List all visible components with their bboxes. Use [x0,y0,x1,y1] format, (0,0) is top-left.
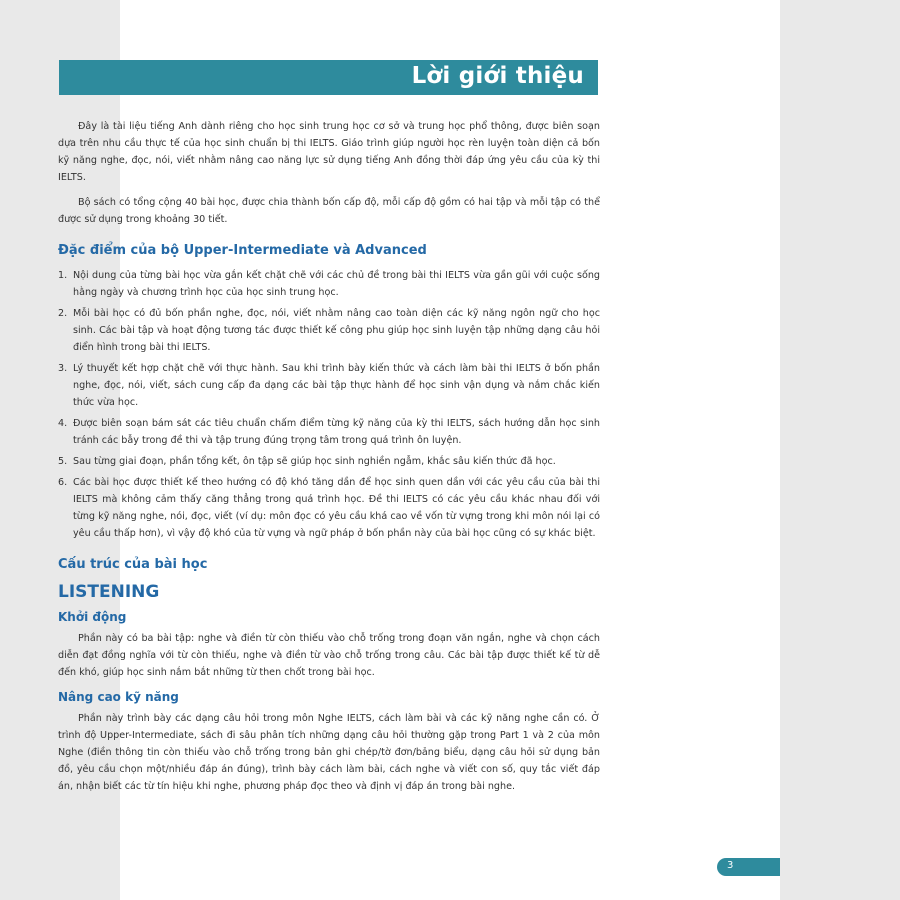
content [58,118,600,803]
list-item-number: 4. [58,418,68,429]
list-item [58,360,600,411]
list-item [58,267,600,301]
list-item-text: Lý thuyết kết hợp chặt chẽ với thực hành. Sau khi trình bày kiến thức và cách làm bài thi IELTS ở bốn phần nghe, đọc, nói, viết, sách cung cấp đa dạng các bài tập thực hành để học sinh vận dụng và nắm chắc kiến thức vừa học. [73,363,600,408]
list-item-number: 5. [58,456,68,467]
skills-paragraph: Phần này trình bày các dạng câu hỏi trong môn Nghe IELTS, cách làm bài và các kỹ năng nghe cần có. Ở trình độ Upper-Intermediate, sách đi sâu phân tích những dạng câu hỏi thường gặp trong Part 1 và 2 của môn Nghe (điền thông tin còn thiếu vào chỗ trống trong bản ghi chép/tờ đơn/bảng biểu, dạng câu hỏi sử dụng bản đồ, yêu cầu chọn một/nhiều đáp án đúng), trình bày cách làm bài, cách nghe và viết con số, quy tắc viết đáp án, nhận biết các từ tín hiệu khi nghe, phương pháp đọc theo và định vị đáp án trong bài nghe. [58,713,600,792]
list-item [58,305,600,356]
list-item-text: Các bài học được thiết kế theo hướng có độ khó tăng dần để học sinh quen dần với các yêu cầu của bài thi IELTS mà không cảm thấy căng thẳng trong quá trình học. Đề thi IELTS có các yêu cầu khác nhau đối với từng kỹ năng nghe, nói, đọc, viết (ví dụ: môn đọc có yêu cầu khá cao về vốn từ vựng trong khi môn nói lại có yêu cầu thấp hơn), vì vậy độ khó của từ vựng và ngữ pháp ở bốn phần này của bài học cũng có sự khác biệt. [73,477,600,539]
list-item [58,453,600,470]
list-item-number: 6. [58,477,68,488]
list-item [58,474,600,542]
features-heading: Đặc điểm của bộ Upper-Intermediate và Advanced [58,243,427,258]
list-item-text: Sau từng giai đoạn, phần tổng kết, ôn tập sẽ giúp học sinh nghiền ngẫm, khắc sâu kiến thức đã học. [73,456,556,467]
list-item [58,415,600,449]
list-item-text: Mỗi bài học có đủ bốn phần nghe, đọc, nói, viết nhằm nâng cao toàn diện các kỹ năng ngôn ngữ cho học sinh. Các bài tập và hoạt động tương tác được thiết kế công phu giúp học sinh luyện tập những dạng câu hỏi điển hình trong bài thi IELTS. [73,308,600,353]
list-item-number: 3. [58,363,68,374]
list-item-number: 2. [58,308,68,319]
list-item-text: Nội dung của từng bài học vừa gắn kết chặt chẽ với các chủ đề trong bài thi IELTS vừa gần gũi với cuộc sống hằng ngày và chương trình học của học sinh trung học. [73,270,600,298]
list-item-text: Được biên soạn bám sát các tiêu chuẩn chấm điểm từng kỹ năng của kỳ thi IELTS, sách hướng dẫn học sinh tránh các bẫy trong đề thi và tập trung đúng trọng tâm trong quá trình ôn luyện. [73,418,600,446]
features-list [58,267,600,542]
listening-title: LISTENING [58,582,160,602]
page-number-tab [717,858,780,876]
intro-paragraph-2: Bộ sách có tổng cộng 40 bài học, được chia thành bốn cấp độ, mỗi cấp độ gồm có hai tập và mỗi tập có thể được sử dụng trong khoảng 30 tiết. [58,197,600,225]
page-title: Lời giới thiệu [411,63,584,89]
warmup-heading: Khởi động [58,610,127,624]
intro-paragraph-1: Đây là tài liệu tiếng Anh dành riêng cho học sinh trung học cơ sở và trung học phổ thông, được biên soạn dựa trên nhu cầu thực tế của học sinh chuẩn bị thi IELTS. Giáo trình giúp người học rèn luyện toàn diện cả bốn kỹ năng nghe, đọc, nói, viết nhằm nâng cao năng lực sử dụng tiếng Anh đồng thời đáp ứng yêu cầu của kỳ thi IELTS. [58,121,600,183]
skills-heading: Nâng cao kỹ năng [58,690,179,704]
structure-heading: Cấu trúc của bài học [58,557,208,572]
title-banner [59,60,598,95]
warmup-paragraph: Phần này có ba bài tập: nghe và điền từ còn thiếu vào chỗ trống trong đoạn văn ngắn, nghe và chọn cách diễn đạt đồng nghĩa với từ còn thiếu, nghe và điền từ vào chỗ trống trong câu. Các bài tập được thiết kế từ dễ đến khó, giúp học sinh nắm bắt những từ then chốt trong bài học. [58,633,600,678]
page-number: 3 [727,860,734,871]
list-item-number: 1. [58,270,68,281]
